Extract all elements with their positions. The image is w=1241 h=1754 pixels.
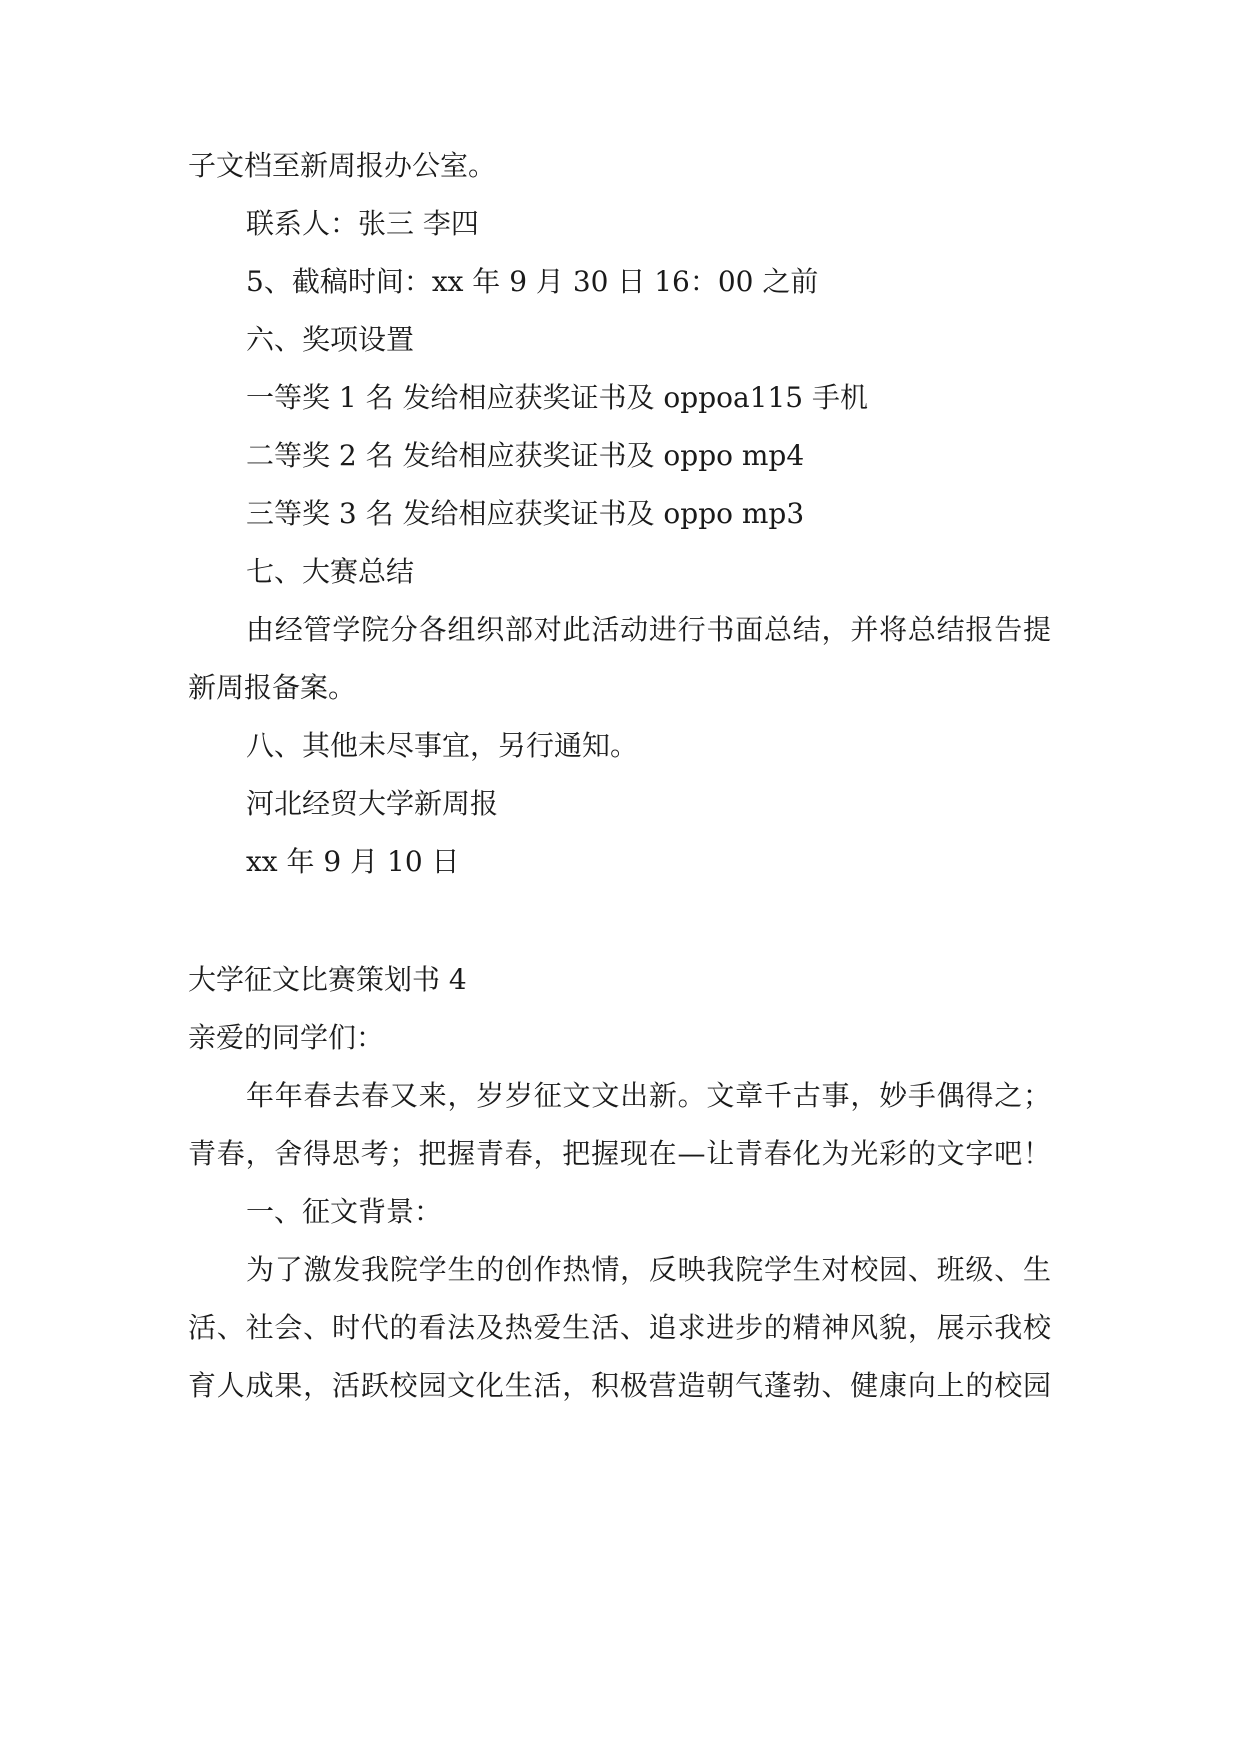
text-line: 为了激发我院学生的创作热情，反映我院学生对校园、班级、生 bbox=[246, 1253, 1051, 1286]
text-line: 由经管学院分各组织部对此活动进行书面总结，并将总结报告提 bbox=[246, 613, 1051, 646]
section-heading: 一、征文背景： bbox=[246, 1195, 443, 1228]
text-line: 年年春去春又来，岁岁征文文出新。文章千古事，妙手偶得之； bbox=[246, 1079, 1051, 1112]
section-heading: 八、其他未尽事宜，另行通知。 bbox=[246, 729, 639, 762]
text-line: 二等奖 2 名 发给相应获奖证书及 oppo mp4 bbox=[246, 439, 805, 472]
text-line: 联系人：张三 李四 bbox=[246, 207, 479, 240]
text-line: 新周报备案。 bbox=[188, 671, 357, 704]
text-line: 三等奖 3 名 发给相应获奖证书及 oppo mp3 bbox=[246, 497, 805, 530]
text-line: 一等奖 1 名 发给相应获奖证书及 oppoa115 手机 bbox=[246, 381, 869, 414]
text-line: 5、截稿时间：xx 年 9 月 30 日 16：00 之前 bbox=[246, 265, 819, 298]
signature-org: 河北经贸大学新周报 bbox=[246, 787, 499, 820]
text-line: 育人成果，活跃校园文化生活，积极营造朝气蓬勃、健康向上的校园 bbox=[188, 1369, 1051, 1402]
section-heading: 六、奖项设置 bbox=[246, 323, 415, 356]
salutation: 亲爱的同学们： bbox=[188, 1021, 385, 1054]
text-line: 子文档至新周报办公室。 bbox=[188, 149, 497, 182]
document-title: 大学征文比赛策划书 4 bbox=[188, 963, 467, 996]
text-line: 青春，舍得思考；把握青春，把握现在—让青春化为光彩的文字吧！ bbox=[188, 1137, 1051, 1170]
section-heading: 七、大赛总结 bbox=[246, 555, 415, 588]
text-line: 活、社会、时代的看法及热爱生活、追求进步的精神风貌，展示我校 bbox=[188, 1311, 1051, 1344]
signature-date: xx 年 9 月 10 日 bbox=[246, 845, 460, 878]
